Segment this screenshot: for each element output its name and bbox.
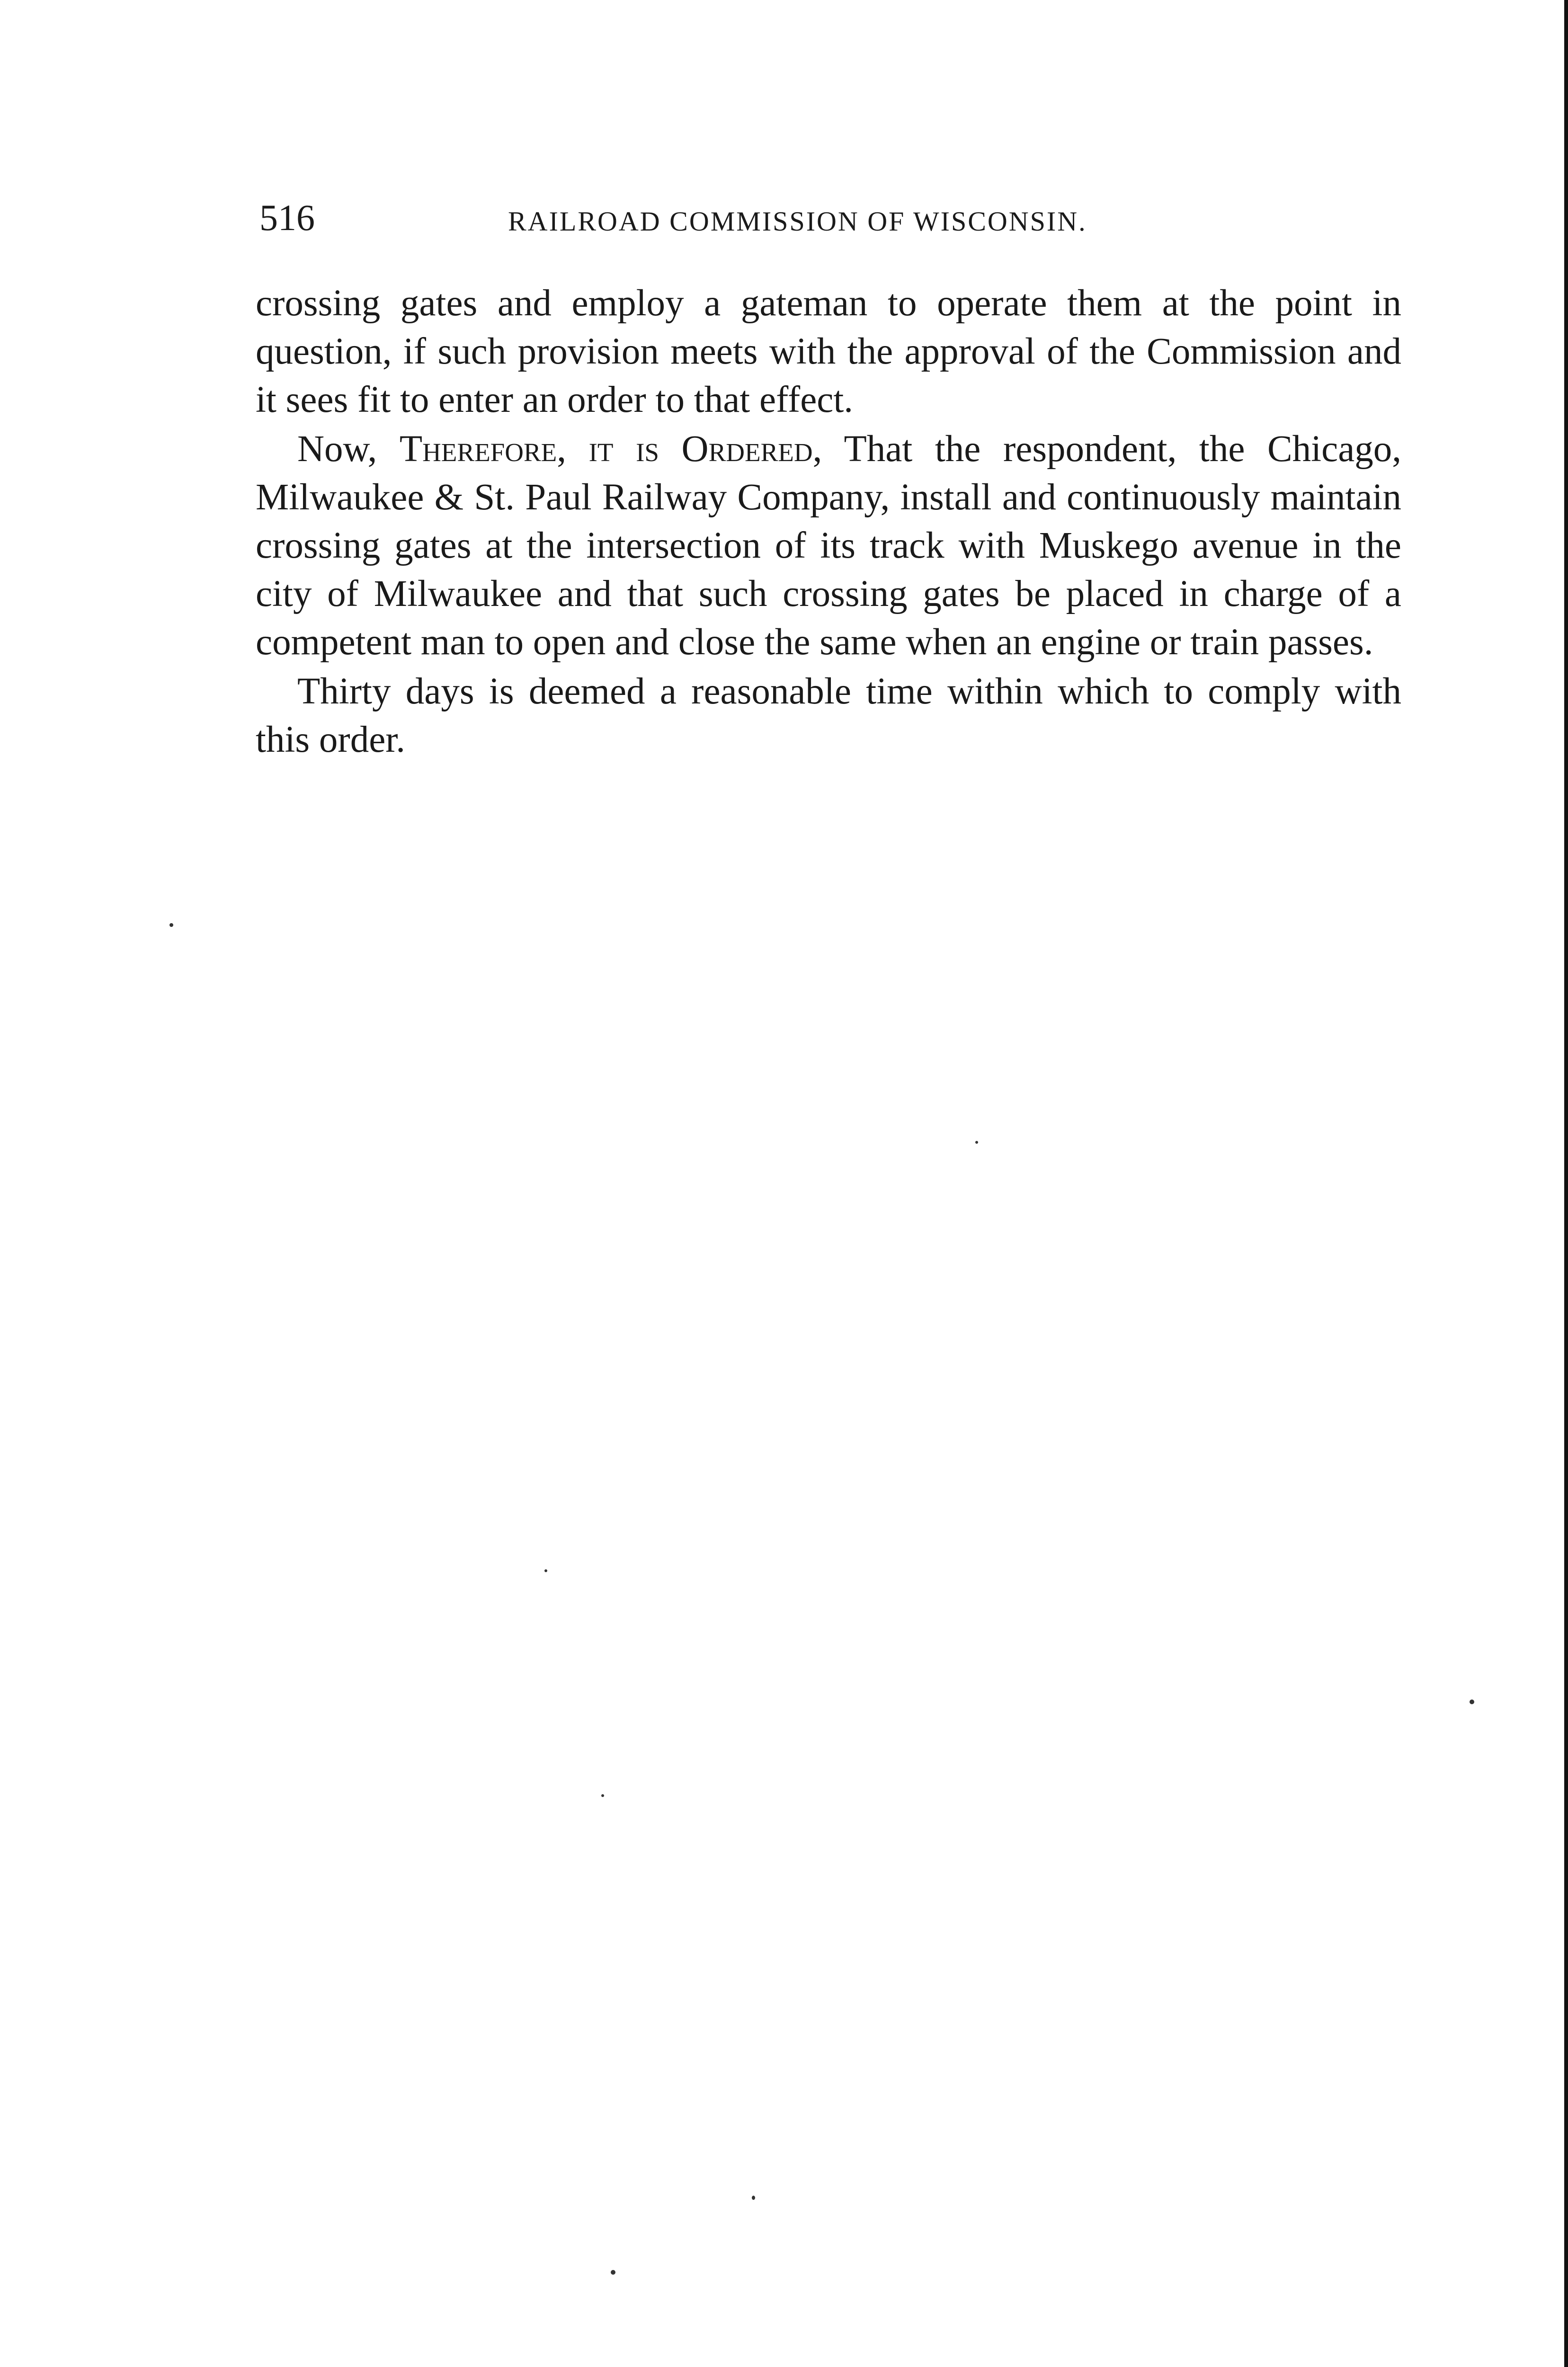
- page-header: [259, 192, 1405, 244]
- scan-speck: [544, 1569, 547, 1572]
- scan-border-right: [1564, 0, 1568, 2367]
- scan-speck: [169, 923, 173, 927]
- body-text: [256, 279, 1401, 764]
- order-formula: Therefore, it is Ordered,: [399, 428, 822, 470]
- running-title: RAILROAD COMMISSION OF WISCONSIN.: [508, 206, 1087, 237]
- paragraph-order: [256, 425, 1401, 667]
- order-lead-word: Now,: [297, 428, 400, 470]
- page-number: 516: [259, 197, 315, 238]
- order-text: That the respondent, the Chicago, Milwaukee & St. Paul Railway Company, install and continuously maintain crossing gates at the intersection of its track with Muskego avenue in the city of Milwaukee and that such crossing gates be placed in charge of a competent man to open and close the same when an engine or train passes.: [256, 428, 1402, 663]
- paragraph-compliance: Thirty days is deemed a reasonable time within which to comply with this order.: [256, 671, 1401, 760]
- scan-speck: [601, 1794, 604, 1797]
- scan-speck: [752, 2196, 755, 2200]
- scan-speck: [611, 2270, 615, 2275]
- scan-speck: [975, 1141, 978, 1144]
- paragraph-continuation: crossing gates and employ a gateman to operate them at the point in question, if such provision meets with the approval of the Commission and it sees fit to enter an order to that effect.: [256, 283, 1401, 420]
- scan-speck: [1470, 1700, 1474, 1704]
